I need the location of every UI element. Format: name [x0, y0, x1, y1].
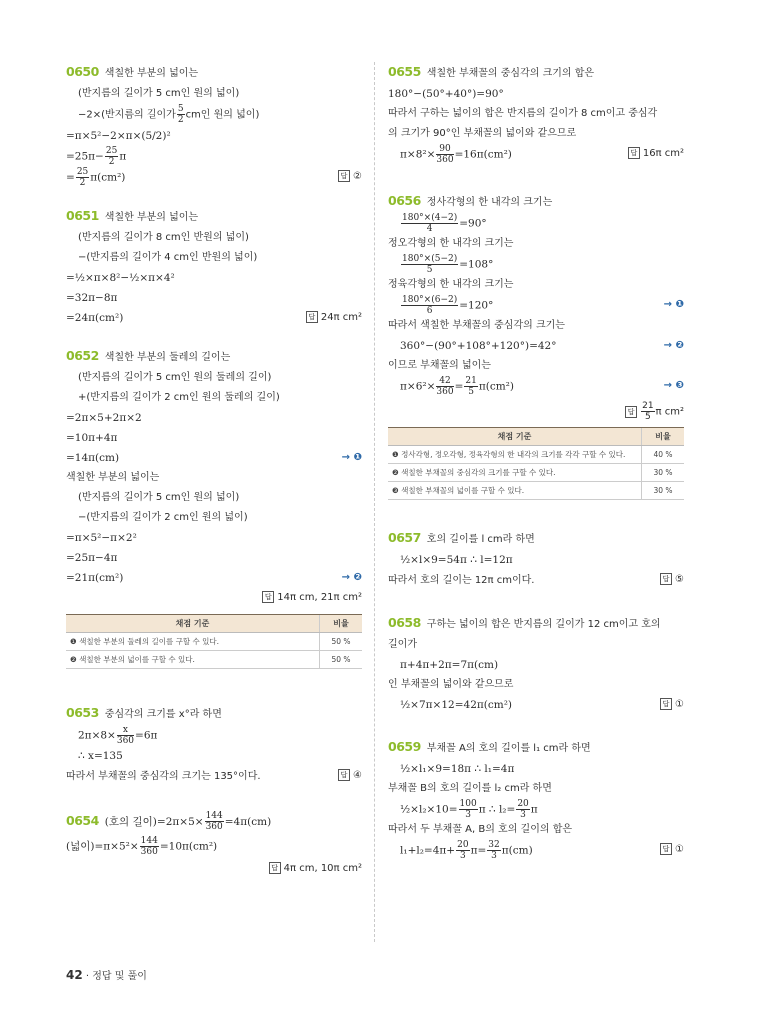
problem-0651: 0651 색칠한 부분의 넓이는 (반지름의 길이가 8 cm인 반원의 넓이) −(반지름의 길이가 4 cm인 반원의 넓이) =½×π×8²−½×π×4² =32π−8π =24π(cm²) 답 24π cm² — [66, 206, 362, 328]
left-column — [66, 62, 362, 879]
fraction: $\frac{144}{360}$ — [140, 836, 158, 857]
fraction: $\frac{32}{3}$ — [488, 840, 500, 861]
answer-icon: 답 — [625, 406, 637, 418]
page-footer — [66, 967, 147, 982]
answer-badge: 답 ⑤ — [660, 570, 684, 590]
step-marker-2: → ❷ — [663, 340, 684, 351]
answer-icon: 답 — [338, 769, 350, 781]
table-row: ❷ 색칠한 부채꼴의 중심각의 크기를 구할 수 있다. 30 % — [388, 464, 684, 482]
step-marker-2: → ❷ — [341, 571, 362, 583]
answer-badge: 답 14π cm, 21π cm² — [262, 588, 362, 608]
answer-icon: 답 — [660, 843, 672, 855]
grading-table: 채점 기준 비율 ❶ 색칠한 부분의 둘레의 길이를 구할 수 있다. 50 % ❷ 색칠한 부분의 넓이를 구할 수 있다. 50 % — [66, 614, 362, 669]
problem-number: 0657 — [388, 530, 421, 545]
answer-icon: 답 — [660, 698, 672, 710]
answer-badge: 답 $\frac{21}{5}$ π cm² — [625, 401, 684, 423]
table-row: ❷ 색칠한 부분의 넓이를 구할 수 있다. 50 % — [66, 650, 362, 668]
answer-icon: 답 — [660, 573, 672, 585]
answer-badge: 답 ① — [660, 695, 684, 715]
problem-0656: 0656 정사각형의 한 내각의 크기는 $\frac{180^\circ\times(4-2)}{4}$ =90° 정오각형의 한 내각의 크기는 $\frac{180^\circ\times(5-2)}{5}$ =108° 정육각형의 한 내각의 크기는 $\frac{180^\circ\times(6-2)}{6}$ =120° → ❶ 따라서 색칠한 부채꼴의 중심각의 크기는 360°−(90°+108°+120°)=42° → ❷ 이므로 부채꼴의 넓이는 π×6²× $\frac{42}{360}$ = $\frac{21}{5}$ π(cm²) → ❸ 답 $\frac{21}{5}$ π cm² 채점 기준 비율 ❶ 정사각형, 정오각형, 정육각형의 한 내각의 크기를 각각 구할 수 있다. 40 % ❷ 색칠한 부채꼴의 중심각의 크기를 구할 수 있다. 30 % ❸ 색칠한 부채꼴의 넓이를 구할 수 있다. 30 % — [388, 191, 684, 500]
problem-0657: 0657 호의 길이를 l cm라 하면 ½×l×9=54π ∴ l=12π 따라서 호의 길이는 12π cm이다. 답 ⑤ — [388, 528, 684, 591]
fraction: $\frac{100}{3}$ — [459, 799, 477, 820]
answer-badge: 답 4π cm, 10π cm² — [269, 859, 362, 879]
problem-0653: 0653 중심각의 크기를 x°라 하면 2π×8× $\frac{x}{360}$ =6π ∴ x=135 따라서 부채꼴의 중심각의 크기는 135°이다. 답 ④ — [66, 703, 362, 787]
problem-0655: 0655 색칠한 부채꼴의 중심각의 크기의 합은 180°−(50°+40°)=90° 따라서 구하는 넓이의 합은 반지름의 길이가 8 cm이고 중심각 의 크기가 90°인 부채꼴의 넓이와 같으므로 π×8²× $\frac{90}{360}$ =16π(cm²) 답 16π cm² — [388, 64, 684, 165]
problem-number: 0654 — [66, 812, 99, 828]
fraction: $\frac{20}{3}$ — [517, 799, 529, 820]
answer-icon: 답 — [269, 862, 281, 874]
fraction: $\frac{5}{2}$ — [177, 104, 184, 125]
fraction: $\frac{21}{5}$ — [642, 401, 654, 422]
table-row: ❸ 색칠한 부채꼴의 넓이를 구할 수 있다. 30 % — [388, 482, 684, 500]
problem-number: 0653 — [66, 704, 99, 720]
answer-icon: 답 — [338, 170, 350, 182]
problem-number: 0659 — [388, 739, 421, 754]
problem-0654: 0654 (호의 길이)=2π×5× $\frac{144}{360}$ =4π(cm) (넓이)=π×5²× $\frac{144}{360}$ =10π(cm²) 답 4π cm, 10π cm² — [66, 811, 362, 880]
fraction: $\frac{180^\circ\times(5-2)}{5}$ — [402, 254, 458, 275]
fraction: $\frac{42}{360}$ — [436, 376, 454, 397]
right-column — [388, 62, 684, 861]
problem-number: 0658 — [388, 615, 421, 630]
problem-0658: 0658 구하는 넓이의 합은 반지름의 길이가 12 cm이고 호의 길이가 π+4π+2π=7π(cm) 인 부채꼴의 넓이와 같으므로 ½×7π×12=42π(cm²) 답 ① — [388, 613, 684, 715]
column-divider — [374, 62, 375, 942]
footer-section: 정답 및 풀이 — [92, 971, 147, 982]
fraction: $\frac{25}{2}$ — [76, 166, 89, 188]
answer-icon: 답 — [306, 311, 318, 323]
problem-0659: 0659 부채꼴 A의 호의 길이를 l₁ cm라 하면 ½×l₁×9=18π ∴ l₁=4π 부채꼴 B의 호의 길이를 l₂ cm라 하면 ½×l₂×10= $\frac{100}{3}$ π ∴ l₂= $\frac{20}{3}$ π 따라서 두 부채꼴 A, B의 호의 길이의 합은 l₁+l₂=4π+ $\frac{20}{3}$ π= $\frac{32}{3}$ π(cm) 답 ① — [388, 739, 684, 861]
fraction: $\frac{180^\circ\times(4-2)}{4}$ — [402, 213, 458, 234]
answer-badge: 답 ④ — [338, 766, 362, 786]
problem-number: 0652 — [66, 347, 99, 363]
answer-badge: 답 ② — [338, 167, 362, 187]
problem-number: 0651 — [66, 207, 99, 223]
problem-number: 0650 — [66, 64, 99, 79]
answer-badge: 답 16π cm² — [628, 144, 684, 164]
problem-0650: 0650 색칠한 부분의 넓이는 (반지름의 길이가 5 cm인 원의 넓이) −2×(반지름의 길이가 $\frac{5}{2}$ cm인 원의 넓이) =π×5²−2×π×(5/2)² =25π− $\frac{25}{2}$ π = $\frac{25}{2}$ π(cm²) 답 ② — [66, 64, 362, 188]
answer-icon: 답 — [262, 591, 274, 603]
table-row: ❶ 정사각형, 정오각형, 정육각형의 한 내각의 크기를 각각 구할 수 있다. 40 % — [388, 446, 684, 464]
answer-badge: 답 ① — [660, 840, 684, 860]
fraction: $\frac{144}{360}$ — [205, 811, 223, 832]
answer-icon: 답 — [628, 147, 640, 159]
fraction: $\frac{20}{3}$ — [457, 840, 469, 861]
step-marker-1: → ❶ — [341, 451, 362, 463]
grading-table: 채점 기준 비율 ❶ 정사각형, 정오각형, 정육각형의 한 내각의 크기를 각각 구할 수 있다. 40 % ❷ 색칠한 부채꼴의 중심각의 크기를 구할 수 있다. 30 % ❸ 색칠한 부채꼴의 넓이를 구할 수 있다. 30 % — [388, 427, 684, 500]
footer-separator: · — [85, 971, 90, 982]
page-number: 42 — [66, 968, 83, 982]
problem-0652: 0652 색칠한 부분의 둘레의 길이는 (반지름의 길이가 5 cm인 원의 둘레의 길이) +(반지름의 길이가 2 cm인 원의 둘레의 길이) =2π×5+2π×2 =10π+4π =14π(cm) → ❶ 색칠한 부분의 넓이는 (반지름의 길이가 5 cm인 원의 넓이) −(반지름의 길이가 2 cm인 원의 넓이) =π×5²−π×2² =25π−4π =21π(cm²) → ❷ 답 14π cm, 21π cm² 채점 기준 비율 ❶ 색칠한 부분의 둘레의 길이를 구할 수 있다. 50 % ❷ 색칠한 부분의 넓이를 구할 수 있다. 50 % — [66, 346, 362, 669]
fraction: $\frac{21}{5}$ — [465, 376, 477, 397]
answer-badge: 답 24π cm² — [306, 308, 362, 328]
step-marker-3: → ❸ — [663, 380, 684, 391]
fraction: $\frac{180^\circ\times(6-2)}{6}$ — [402, 295, 458, 316]
fraction: $\frac{25}{2}$ — [105, 145, 118, 167]
problem-number: 0656 — [388, 193, 421, 208]
problem-number: 0655 — [388, 64, 421, 79]
table-row: ❶ 색칠한 부분의 둘레의 길이를 구할 수 있다. 50 % — [66, 632, 362, 650]
fraction: $\frac{x}{360}$ — [116, 724, 135, 746]
step-marker-1: → ❶ — [663, 299, 684, 310]
fraction: $\frac{90}{360}$ — [436, 144, 454, 165]
